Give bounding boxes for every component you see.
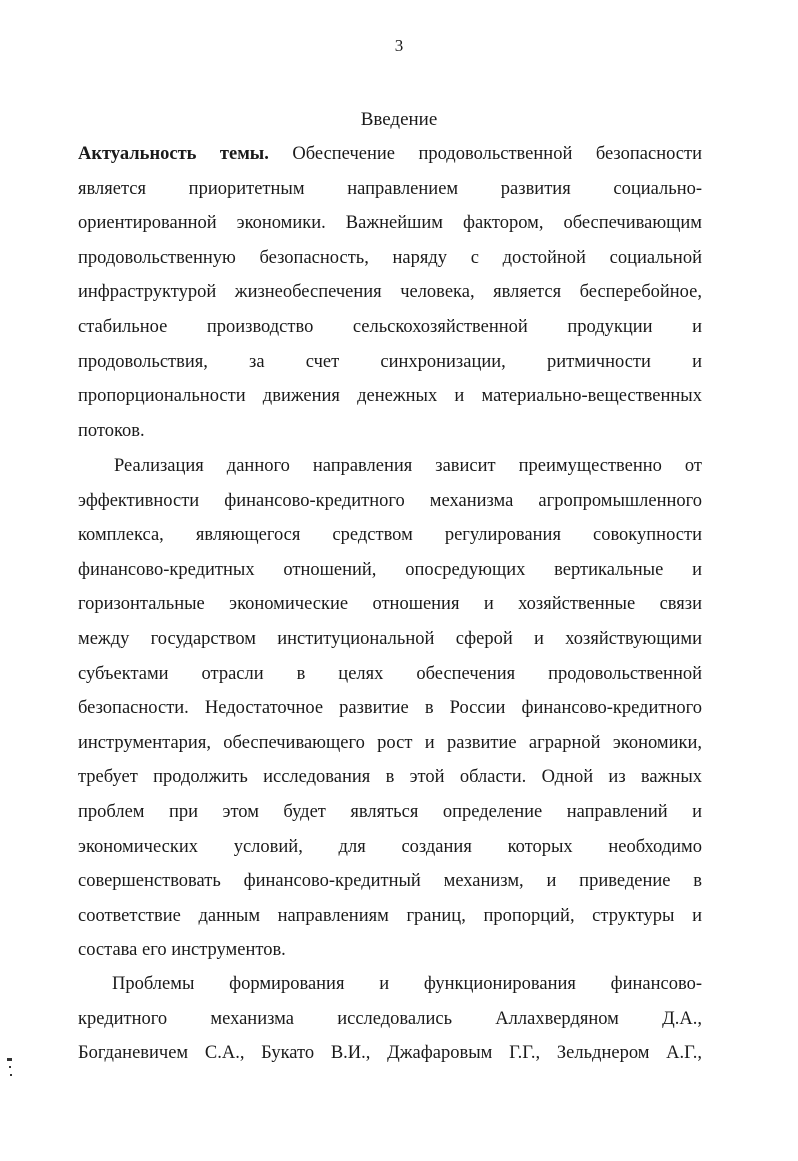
text-line: экономических условий, для создания которых необходимо (78, 836, 702, 857)
text-line: состава его инструментов. (78, 940, 286, 961)
text-line: пропорциональности движения денежных и материально-вещественных (78, 386, 702, 407)
text-line: комплекса, являющегося средством регулирования совокупности (78, 525, 702, 546)
text-line: финансово-кредитных отношений, опосредующих вертикальные и (78, 559, 702, 580)
text-line: горизонтальные экономические отношения и хозяйственные связи (78, 594, 702, 615)
scan-speck (9, 1066, 11, 1068)
text-line-content: Обеспечение продовольственной безопасности (292, 144, 703, 164)
scan-speck (10, 1074, 12, 1076)
paragraph-relevance (78, 137, 702, 448)
text-line: инструментария, обеспечивающего рост и развитие аграрной экономики, (78, 732, 702, 753)
text-line: инфраструктурой жизнеобеспечения человека, является бесперебойное, (78, 282, 702, 303)
text-line: эффективности финансово-кредитного механизма агропромышленного (78, 490, 702, 511)
text-line: продовольственную безопасность, наряду с достойной социальной (78, 247, 702, 268)
text-line: безопасности. Недостаточное развитие в России финансово-кредитного (78, 698, 702, 719)
text-line: субъектами отрасли в целях обеспечения продовольственной (78, 663, 702, 684)
relevance-lead: Актуальность темы. (78, 144, 269, 164)
paragraph-implementation (78, 449, 702, 968)
text-line: потоков. (78, 420, 145, 441)
text-line: совершенствовать финансово-кредитный механизм, и приведение в (78, 871, 702, 892)
text-line (78, 137, 702, 172)
text-line: соответствие данным направлениям границ, пропорций, структуры и (78, 905, 702, 926)
text-line: проблем при этом будет являться определение направлений и (78, 801, 702, 822)
text-line: продовольствия, за счет синхронизации, ритмичности и (78, 351, 702, 372)
text-line: кредитного механизма исследовались Аллахвердяном Д.А., (78, 1008, 702, 1029)
text-line: Реализация данного направления зависит преимущественно от (114, 456, 702, 476)
text-line: между государством институциональной сферой и хозяйствующими (78, 628, 702, 649)
text-line: ориентированной экономики. Важнейшим фактором, обеспечивающим (78, 213, 702, 234)
paragraph-research (78, 967, 702, 1071)
text-line: является приоритетным направлением развития социально- (78, 178, 702, 199)
text-line: требует продолжить исследования в этой области. Одной из важных (78, 767, 702, 788)
text-line: Богданевичем С.А., Букато В.И., Джафаровым Г.Г., Зельднером А.Г., (78, 1043, 702, 1064)
text-line: Проблемы формирования и функционирования финансово- (112, 974, 702, 994)
section-heading: Введение (360, 109, 438, 130)
text-line: стабильное производство сельскохозяйственной продукции и (78, 316, 702, 337)
page-number: 3 (394, 36, 404, 55)
scan-speck (7, 1058, 12, 1061)
